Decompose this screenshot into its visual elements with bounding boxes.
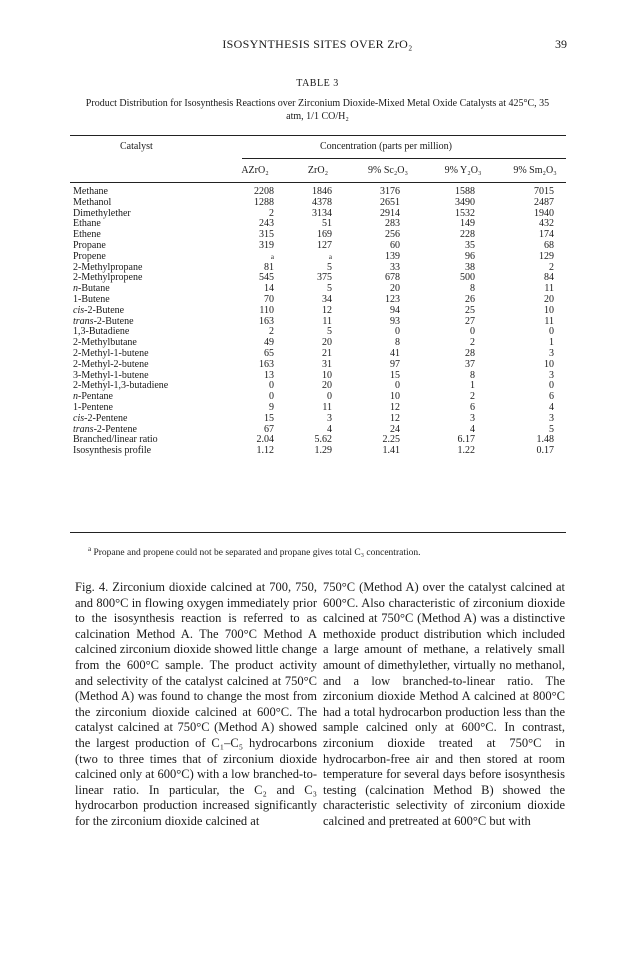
table-row: [70, 306, 566, 317]
table-cell: 11: [322, 315, 332, 327]
table-cell: 67: [264, 423, 274, 435]
table-cell: 15: [390, 369, 400, 381]
table-footnote: [88, 545, 420, 558]
table-cell: 678: [385, 272, 400, 284]
table-cell: 2: [269, 326, 274, 338]
running-title: ISOSYNTHESIS SITES OVER ZrO₂: [222, 37, 413, 51]
row-label: 2-Methyl-2-butene: [73, 358, 149, 370]
table-cell: 7015: [534, 186, 554, 197]
table-cell: 174: [539, 229, 554, 241]
table-cell: 1.22: [457, 445, 475, 457]
table-cell: 169: [317, 229, 332, 241]
table-cell: 28: [465, 347, 475, 359]
table-cell: 500: [460, 272, 475, 284]
row-label: 1-Butene: [73, 293, 110, 305]
table-cell: 4378: [312, 196, 332, 208]
table-row: [70, 381, 566, 392]
row-label: Isosynthesis profile: [73, 445, 152, 457]
table-cell: 110: [259, 304, 274, 316]
table-cell: 5.62: [314, 434, 332, 446]
table-top-rule: [70, 135, 566, 136]
table-cell: 375: [317, 272, 332, 284]
table-cell: 1: [549, 337, 554, 349]
table-cell: 256: [385, 229, 400, 241]
header-bottom-rule: [70, 182, 566, 183]
row-label: Propane: [73, 239, 106, 251]
table-cell: 97: [390, 358, 400, 370]
table-cell: 27: [465, 315, 475, 327]
table-cell: 65: [264, 347, 274, 359]
table-cell: 163: [259, 358, 274, 370]
table-cell: 1288: [254, 196, 274, 208]
table-cell: 5: [327, 283, 332, 295]
table-bottom-rule: [70, 532, 566, 533]
row-label: Dimethylether: [73, 207, 131, 219]
table-cell: 4: [549, 401, 554, 413]
table-cell: 10: [390, 391, 400, 403]
table-row: [70, 273, 566, 284]
table-row: [70, 198, 566, 209]
table-cell: 11: [544, 283, 554, 295]
row-label: 3-Methyl-1-butene: [73, 369, 149, 381]
table-cell: 3: [549, 412, 554, 424]
footnote-marker: a: [88, 545, 92, 553]
table-cell: 51: [322, 218, 332, 230]
row-label: 2-Methylbutane: [73, 337, 137, 349]
table-cell: a: [270, 252, 274, 261]
table-cell: 21: [322, 347, 332, 359]
table-cell: 68: [544, 239, 554, 251]
table-cell: 0: [395, 326, 400, 338]
concentration-header: Concentration (parts per million): [320, 141, 452, 152]
table-cell: 70: [264, 293, 274, 305]
table-cell: 14: [264, 283, 274, 295]
row-label: n-Pentane: [73, 391, 113, 403]
table-cell: 228: [460, 229, 475, 241]
table-cell: 6: [470, 401, 475, 413]
row-label: 1,3-Butadiene: [73, 326, 130, 338]
table-caption: Product Distribution for Isosynthesis Reactions over Zirconium Dioxide-Mixed Metal Oxide Catalysts at 425°C, 35 atm, 1/1 CO/H₂: [85, 98, 550, 122]
table-cell: 1532: [455, 207, 475, 219]
table-cell: 0: [269, 380, 274, 392]
table-cell: 0: [269, 391, 274, 403]
row-label: Ethane: [73, 218, 101, 230]
table-cell: 3: [470, 412, 475, 424]
table-cell: a: [328, 252, 332, 261]
table-cell: 1.48: [536, 434, 554, 446]
table-cell: 34: [322, 293, 332, 305]
table-cell: 20: [322, 337, 332, 349]
table-cell: 10: [322, 369, 332, 381]
table-cell: 9: [269, 401, 274, 413]
row-label: 2-Methylpropane: [73, 261, 143, 273]
table-cell: 315: [259, 229, 274, 241]
table-cell: 1846: [312, 186, 332, 197]
column-header: 9% Sc₂O₃: [367, 165, 409, 176]
column-header: 9% Sm₂O₃: [513, 165, 557, 176]
table-row: [70, 284, 566, 295]
table-cell: 81: [264, 261, 274, 273]
table-cell: 25: [465, 304, 475, 316]
table-cell: 49: [264, 337, 274, 349]
table-cell: 11: [544, 315, 554, 327]
table-cell: 4: [470, 423, 475, 435]
table-cell: 93: [390, 315, 400, 327]
table-cell: 13: [264, 369, 274, 381]
row-label: Ethene: [73, 229, 101, 241]
table-cell: 11: [322, 401, 332, 413]
table-row: [70, 403, 566, 414]
product-distribution-table: [70, 187, 566, 457]
table-cell: 2: [269, 207, 274, 219]
table-cell: 2: [470, 391, 475, 403]
table-row: [70, 360, 566, 371]
table-cell: 15: [264, 412, 274, 424]
row-label: trans-2-Butene: [73, 315, 134, 327]
table-cell: 2: [549, 261, 554, 273]
table-cell: 139: [385, 250, 400, 262]
table-cell: 20: [322, 380, 332, 392]
column-header: 9% Y₂O₃: [444, 165, 482, 176]
row-label: Methane: [73, 186, 108, 197]
catalyst-header: Catalyst: [120, 141, 153, 152]
column-header: AZrO₂: [241, 165, 269, 176]
table-cell: 1588: [455, 186, 475, 197]
table-cell: 2.25: [382, 434, 400, 446]
table-cell: 2651: [380, 196, 400, 208]
table-cell: 24: [390, 423, 400, 435]
row-label: 2-Methyl-1-butene: [73, 347, 149, 359]
table-cell: 0: [470, 326, 475, 338]
table-cell: 6: [549, 391, 554, 403]
row-label: 2-Methyl-1,3-butadiene: [73, 380, 169, 392]
table-cell: 2487: [534, 196, 554, 208]
table-cell: 3176: [380, 186, 400, 197]
column-header: ZrO₂: [307, 165, 329, 176]
row-label: 2-Methylpropene: [73, 272, 143, 284]
running-head: [0, 37, 635, 57]
table-row: [70, 414, 566, 425]
table-cell: 12: [390, 401, 400, 413]
table-cell: 94: [390, 304, 400, 316]
table-cell: 84: [544, 272, 554, 284]
table-cell: 5: [327, 326, 332, 338]
table-cell: 35: [465, 239, 475, 251]
table-row: [70, 317, 566, 328]
page-number: 39: [555, 37, 567, 51]
table-cell: 319: [259, 239, 274, 251]
table-cell: 31: [322, 358, 332, 370]
table-cell: 8: [470, 283, 475, 295]
table-cell: 0: [395, 380, 400, 392]
table-cell: 1: [470, 380, 475, 392]
table-cell: 3490: [455, 196, 475, 208]
table-cell: 10: [544, 304, 554, 316]
table-cell: 8: [395, 337, 400, 349]
table-cell: 26: [465, 293, 475, 305]
table-cell: 163: [259, 315, 274, 327]
table-cell: 20: [544, 293, 554, 305]
table-cell: 1.12: [256, 445, 274, 457]
table-cell: 5: [549, 423, 554, 435]
table-row: [70, 241, 566, 252]
row-label: cis-2-Butene: [73, 304, 125, 316]
table-cell: 6.17: [457, 434, 475, 446]
table-label: TABLE 3: [296, 78, 339, 89]
body-text-left-column: Fig. 4. Zirconium dioxide calcined at 700, 750, and 800°C in flowing oxygen immediately prior to the isosynthesis reaction is referred to as calcination Method A. The 700°C Method A calcined zirconium dioxide showed little change from the 600°C sample. The product activity and selectivity of the catalyst calcined at 750°C (Method A) was found to change the most from the zirconium dioxide calcined at 600°C. The catalyst calcined at 750°C (Method A) showed the largest production of C₁–C₅ hydrocarbons (two to three times that of zirconium dioxide calcined only at 600°C) with a low branched-to-linear ratio. In particular, the C₂ and C₃ hydrocarbon production increased significantly for the zirconium dioxide calcined at: [75, 580, 317, 828]
table-row: [70, 392, 566, 403]
row-label: cis-2-Pentene: [73, 412, 128, 424]
table-cell: 129: [539, 250, 554, 262]
table-cell: 2: [470, 337, 475, 349]
table-cell: 12: [322, 304, 332, 316]
table-cell: 123: [385, 293, 400, 305]
table-row: [70, 446, 566, 457]
table-cell: 3134: [312, 207, 332, 219]
table-cell: 12: [390, 412, 400, 424]
concentration-underline: [242, 158, 566, 159]
table-cell: 2.04: [256, 434, 274, 446]
table-cell: 432: [539, 218, 554, 230]
row-label: trans-2-Pentene: [73, 423, 137, 435]
table-cell: 5: [327, 261, 332, 273]
table-cell: 2914: [380, 207, 400, 219]
table-row: [70, 252, 566, 263]
table-row: [70, 295, 566, 306]
table-cell: 1940: [534, 207, 554, 219]
table-cell: 127: [317, 239, 332, 251]
body-text-right-column: 750°C (Method A) over the catalyst calcined at 600°C. Also characteristic of zirconium dioxide calcined at 750°C (Method A) was a distinctive methoxide product distribution which included a large amount of methane, a relatively small amount of dimethylether, virtually no methanol, and a low branched-to-linear ratio. The zirconium dioxide Method A calcined at 800°C had a total hydrocarbon production less than the sample calcined only at 600°C. In contrast, zirconium dioxide treated at 750°C in hydrocarbon-free air and then stored at room temperature for several days before isosynthesis testing (calcination Method B) showed the characteristic selectivity of zirconium dioxide calcined and pretreated at 600°C but with: [323, 580, 565, 828]
table-cell: 1.41: [382, 445, 400, 457]
table-cell: 20: [390, 283, 400, 295]
table-cell: 3: [549, 369, 554, 381]
table-cell: 10: [544, 358, 554, 370]
table-cell: 149: [460, 218, 475, 230]
row-label: 1-Pentene: [73, 401, 113, 413]
table-cell: 96: [465, 250, 475, 262]
table-row: [70, 327, 566, 338]
table-cell: 3: [327, 412, 332, 424]
table-cell: 0: [549, 380, 554, 392]
row-label: n-Butane: [73, 283, 110, 295]
table-cell: 0: [327, 391, 332, 403]
footnote-text: Propane and propene could not be separated and propane gives total C₃ concentration.: [93, 548, 421, 559]
table-cell: 243: [259, 218, 274, 230]
table-cell: 41: [390, 347, 400, 359]
table-cell: 8: [470, 369, 475, 381]
table-cell: 2208: [254, 186, 274, 197]
table-cell: 283: [385, 218, 400, 230]
table-cell: 0: [549, 326, 554, 338]
row-label: Methanol: [73, 196, 112, 208]
table-cell: 60: [390, 239, 400, 251]
table-cell: 4: [327, 423, 332, 435]
row-label: Propene: [73, 250, 106, 262]
table-cell: 38: [465, 261, 475, 273]
row-label: Branched/linear ratio: [73, 434, 158, 446]
table-cell: 1.29: [314, 445, 332, 457]
table-cell: 3: [549, 347, 554, 359]
table-row: [70, 209, 566, 220]
table-body: [70, 187, 566, 457]
table-cell: 545: [259, 272, 274, 284]
table-cell: 0.17: [536, 445, 554, 457]
table-cell: 37: [465, 358, 475, 370]
table-cell: 33: [390, 261, 400, 273]
